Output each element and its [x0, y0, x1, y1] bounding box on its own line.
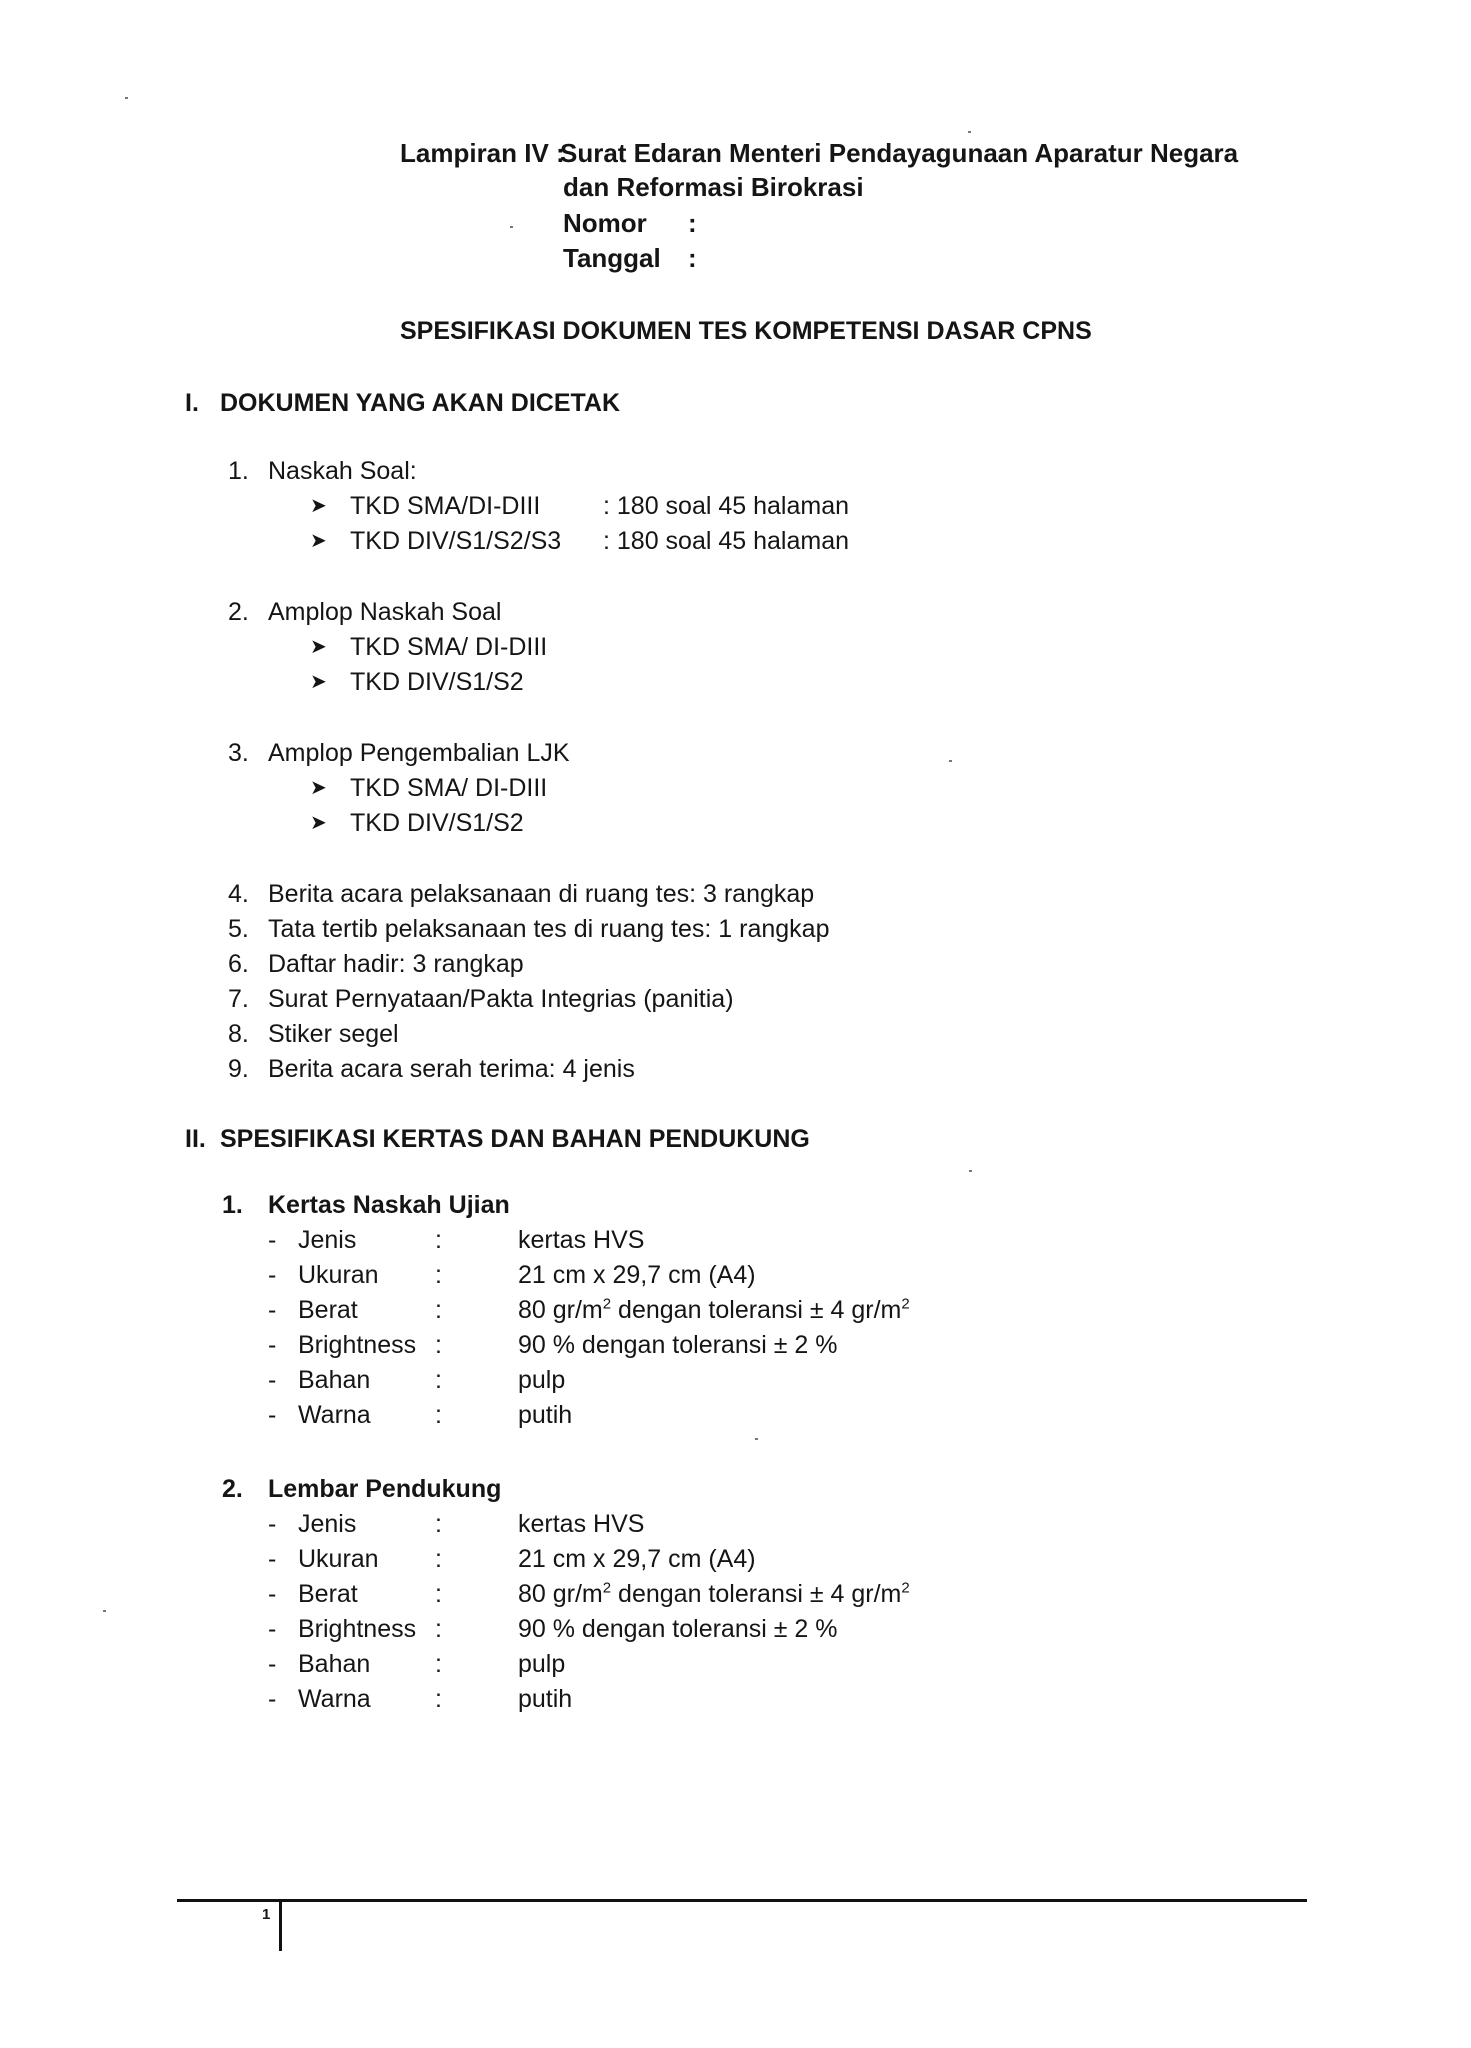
- spec-label: Warna: [298, 1401, 371, 1429]
- tanggal-label: Tanggal: [563, 243, 661, 273]
- spec-value: 21 cm x 29,7 cm (A4): [518, 1261, 756, 1289]
- item-number: 1.: [228, 457, 249, 485]
- spec-value: 90 % dengan toleransi ± 2 %: [518, 1331, 838, 1359]
- subitem-value: : 180 soal 45 halaman: [603, 492, 850, 520]
- row-dash: -: [268, 1685, 277, 1713]
- row-dash: -: [268, 1331, 277, 1359]
- spec-value: [518, 1579, 910, 1609]
- superscript: 2: [901, 1295, 910, 1313]
- scan-speck: [510, 226, 513, 228]
- item-label: Stiker segel: [268, 1020, 399, 1048]
- subitem-label: TKD SMA/DI-DIII: [350, 492, 541, 520]
- spec-label: Jenis: [298, 1510, 357, 1538]
- spec-colon: :: [435, 1580, 442, 1608]
- spec-colon: :: [435, 1226, 442, 1254]
- group-heading: Lembar Pendukung: [268, 1475, 502, 1503]
- scan-speck: [969, 1170, 972, 1172]
- spec-label: Berat: [298, 1580, 358, 1608]
- spec-label: Bahan: [298, 1650, 371, 1678]
- spec-label: Brightness: [298, 1331, 417, 1359]
- row-dash: -: [268, 1261, 277, 1289]
- row-dash: -: [268, 1510, 277, 1538]
- spec-value-part: 80 gr/m: [518, 1580, 603, 1608]
- nomor-colon: :: [688, 208, 697, 238]
- item-label: Amplop Naskah Soal: [268, 598, 502, 626]
- superscript: 2: [901, 1579, 910, 1597]
- spec-colon: :: [435, 1366, 442, 1394]
- spec-colon: :: [435, 1510, 442, 1538]
- scan-speck: [755, 1438, 758, 1440]
- group-number: 2.: [222, 1475, 243, 1503]
- lampiran-text: Surat Edaran Menteri Pendayagunaan Aparatur Negara: [560, 138, 1239, 168]
- spec-value: [518, 1295, 910, 1325]
- item-label: Surat Pernyataan/Pakta Integrias (panitia): [268, 985, 734, 1013]
- arrowhead-bullet-icon: ➤: [310, 671, 327, 693]
- subitem-label: TKD DIV/S1/S2: [350, 668, 524, 696]
- item-label: Berita acara pelaksanaan di ruang tes: 3 rangkap: [268, 880, 815, 908]
- page-number: 1: [262, 1906, 271, 1923]
- spec-value: putih: [518, 1401, 573, 1429]
- row-dash: -: [268, 1366, 277, 1394]
- lampiran-label: Lampiran IV :: [400, 138, 565, 168]
- spec-value-part: dengan toleransi ± 4 gr/m: [611, 1580, 902, 1608]
- scan-speck: [949, 760, 952, 762]
- spec-label: Ukuran: [298, 1261, 379, 1289]
- tanggal-colon: :: [688, 243, 697, 273]
- footer-rule: [177, 1899, 1307, 1902]
- spec-colon: :: [435, 1401, 442, 1429]
- item-number: 7.: [228, 985, 249, 1013]
- superscript: 2: [602, 1579, 612, 1597]
- item-number: 6.: [228, 950, 249, 978]
- section-1-heading: DOKUMEN YANG AKAN DICETAK: [220, 389, 621, 417]
- group-heading: Kertas Naskah Ujian: [268, 1191, 510, 1219]
- spec-value: kertas HVS: [518, 1226, 645, 1254]
- spec-colon: :: [435, 1545, 442, 1573]
- spec-value-part: 80 gr/m: [518, 1296, 603, 1324]
- row-dash: -: [268, 1650, 277, 1678]
- arrowhead-bullet-icon: ➤: [310, 495, 327, 517]
- spec-colon: :: [435, 1615, 442, 1643]
- spec-label: Brightness: [298, 1615, 417, 1643]
- superscript: 2: [602, 1295, 612, 1313]
- subitem-label: TKD SMA/ DI-DIII: [350, 633, 548, 661]
- scan-speck: [103, 1610, 106, 1612]
- spec-colon: :: [435, 1261, 442, 1289]
- scan-speck: [968, 131, 971, 133]
- footer-page-divider: [279, 1899, 282, 1951]
- spec-value: pulp: [518, 1650, 566, 1678]
- item-number: 2.: [228, 598, 249, 626]
- spec-label: Bahan: [298, 1366, 371, 1394]
- spec-colon: :: [435, 1296, 442, 1324]
- spec-colon: :: [435, 1650, 442, 1678]
- item-label: Daftar hadir: 3 rangkap: [268, 950, 524, 978]
- item-number: 5.: [228, 915, 249, 943]
- spec-value-part: dengan toleransi ± 4 gr/m: [611, 1296, 902, 1324]
- item-number: 4.: [228, 880, 249, 908]
- item-label: Naskah Soal:: [268, 457, 417, 485]
- spec-label: Berat: [298, 1296, 358, 1324]
- spec-value: putih: [518, 1685, 573, 1713]
- row-dash: -: [268, 1226, 277, 1254]
- document-title: SPESIFIKASI DOKUMEN TES KOMPETENSI DASAR CPNS: [400, 317, 1092, 345]
- subitem-value: : 180 soal 45 halaman: [603, 527, 850, 555]
- item-number: 8.: [228, 1020, 249, 1048]
- nomor-label: Nomor: [563, 208, 647, 238]
- row-dash: -: [268, 1296, 277, 1324]
- row-dash: -: [268, 1615, 277, 1643]
- lampiran-text-2: dan Reformasi Birokrasi: [563, 172, 864, 202]
- spec-label: Jenis: [298, 1226, 357, 1254]
- group-number: 1.: [222, 1191, 243, 1219]
- item-label: Tata tertib pelaksanaan tes di ruang tes: 1 rangkap: [268, 915, 830, 943]
- arrowhead-bullet-icon: ➤: [310, 530, 327, 552]
- arrowhead-bullet-icon: ➤: [310, 777, 327, 799]
- row-dash: -: [268, 1580, 277, 1608]
- spec-value: pulp: [518, 1366, 566, 1394]
- section-1-number: I.: [185, 389, 199, 417]
- spec-colon: :: [435, 1685, 442, 1713]
- spec-value: 90 % dengan toleransi ± 2 %: [518, 1615, 838, 1643]
- spec-label: Ukuran: [298, 1545, 379, 1573]
- arrowhead-bullet-icon: ➤: [310, 636, 327, 658]
- spec-value: kertas HVS: [518, 1510, 645, 1538]
- row-dash: -: [268, 1401, 277, 1429]
- subitem-label: TKD SMA/ DI-DIII: [350, 774, 548, 802]
- spec-label: Warna: [298, 1685, 371, 1713]
- section-2-heading: SPESIFIKASI KERTAS DAN BAHAN PENDUKUNG: [220, 1125, 810, 1153]
- item-label: Amplop Pengembalian LJK: [268, 739, 570, 767]
- subitem-label: TKD DIV/S1/S2: [350, 809, 524, 837]
- scan-speck: [125, 97, 128, 99]
- section-2-number: II.: [185, 1125, 206, 1153]
- spec-value: 21 cm x 29,7 cm (A4): [518, 1545, 756, 1573]
- item-label: Berita acara serah terima: 4 jenis: [268, 1055, 635, 1083]
- row-dash: -: [268, 1545, 277, 1573]
- spec-colon: :: [435, 1331, 442, 1359]
- subitem-label: TKD DIV/S1/S2/S3: [350, 527, 562, 555]
- item-number: 9.: [228, 1055, 249, 1083]
- item-number: 3.: [228, 739, 249, 767]
- arrowhead-bullet-icon: ➤: [310, 812, 327, 834]
